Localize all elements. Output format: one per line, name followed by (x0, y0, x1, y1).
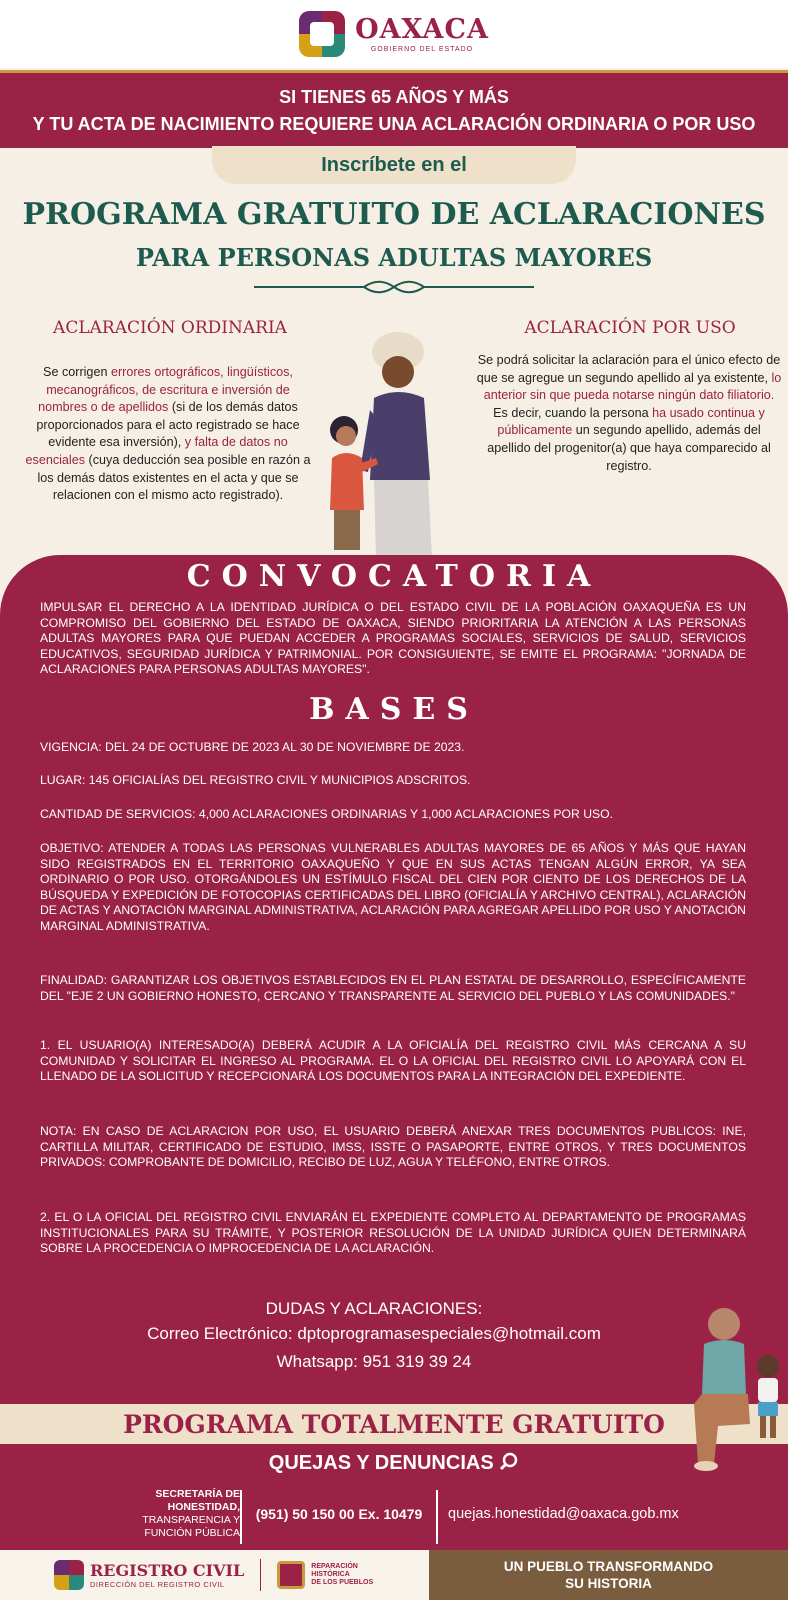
magnifier-icon (499, 1452, 519, 1472)
convocatoria-title: CONVOCATORIA (186, 559, 602, 594)
footer (0, 1550, 788, 1600)
quejas-phone[interactable]: (951) 50 150 00 Ex. 10479 (255, 1506, 423, 1522)
vigencia-text: VIGENCIA: DEL 24 DE OCTUBRE DE 2023 AL 30 DE NOVIEMBRE DE 2023. (40, 740, 465, 754)
brand-header (0, 0, 788, 68)
gratuito-banner: PROGRAMA TOTALMENTE GRATUITO (0, 1404, 788, 1444)
quejas-title: QUEJAS Y DENUNCIAS (0, 1452, 788, 1475)
grandmother-girl-illustration (312, 330, 474, 558)
brand-text (355, 13, 489, 53)
footer-left (0, 1550, 429, 1600)
convocatoria-intro: IMPULSAR EL DERECHO A LA IDENTIDAD JURÍDICA O DEL ESTADO CIVIL DE LA POBLACIÓN OAXAQUEÑA ES UN COMPROMISO DEL GOBIERNO DEL ESTADO DE OAXACA, SIENDO PRIORITARIA LA ATENCIÓN A LAS PERSONAS ADULTAS MAYORES PARA QUE PUEDAN ACCEDER A PROGRAMAS SOCIALES, SERVICIOS DE SALUD, SERVICIOS EDUCATIVOS, SEGURIDAD JURÍDICA Y PATRIMONIAL. POR CONSIGUIENTE, SE EMITE EL PROGRAMA: "JORNADA DE ACLARACIONES PARA PERSONAS ADULTAS MAYORES". (40, 600, 746, 677)
contact-email[interactable]: Correo Electrónico: dptoprogramasespeciales@hotmail.com (147, 1324, 601, 1343)
finalidad-text: FINALIDAD: GARANTIZAR LOS OBJETIVOS ESTABLECIDOS EN EL PLAN ESTATAL DE DESARROLLO, ESPECÍFICAMENTE DEL "EJE 2 UN GOBIERNO HONESTO, CERCANO Y TRANSPARENTE AL SERVICIO DEL PUEBLO Y LAS COMUNIDADES." (40, 973, 746, 1003)
convocatoria-section (0, 555, 788, 1405)
slogan: UN PUEBLO TRANSFORMANDO SU HISTORIA (429, 1550, 788, 1600)
ordinaria-heading: ACLARACIÓN ORDINARIA (53, 318, 287, 338)
nota-text: NOTA: EN CASO DE ACLARACION POR USO, EL USUARIO DEBERÁ ANEXAR TRES DOCUMENTOS PUBLICOS: INE, CARTILLA MILITAR, CERTIFICADO DE ESTUDIO, IMSS, ISSTE O PASAPORTE, ENTRE OTROS, Y TRES DOCUMENTOS PRIVADOS: COMPROBANTE DE DOMICILIO, RECIBO DE LUZ, AGUA Y TELÉFONO, ENTRE OTROS. (40, 1124, 746, 1170)
invite-pill: Inscríbete en el (212, 146, 576, 184)
bases-title: BASES (309, 692, 479, 727)
program-title: PROGRAMA GRATUITO DE ACLARACIONES (22, 197, 766, 232)
quejas-section (0, 1444, 788, 1550)
brand-name: OAXACA (355, 13, 489, 45)
headline-line-1: SI TIENES 65 AÑOS Y MÁS (279, 86, 509, 107)
contact-whatsapp[interactable]: Whatsapp: 951 319 39 24 (276, 1352, 472, 1371)
por-uso-heading: ACLARACIÓN POR USO (524, 318, 736, 338)
registro-civil-text: REGISTRO CIVIL DIRECCIÓN DEL REGISTRO CIVIL (90, 1561, 245, 1589)
divider (436, 1490, 438, 1544)
contact-heading: DUDAS Y ACLARACIONES: (265, 1299, 483, 1318)
paso1-text: 1. EL USUARIO(A) INTERESADO(A) DEBERÁ ACUDIR A LA OFICIALÍA DEL REGISTRO CIVIL MÁS CERCANA A SU COMUNIDAD Y SOLICITAR EL INGRESO AL PROGRAMA. EL O LA OFICIAL DEL REGISTRO CIVIL LO APOYARÁ CON EL LLENADO DE LA SOLICITUD Y RECEPCIONARÁ LOS DOCUMENTOS PARA LA INTEGRACIÓN DEL EXPEDIENTE. (40, 1038, 746, 1084)
lugar-text: LUGAR: 145 OFICIALÍAS DEL REGISTRO CIVIL Y MUNICIPIOS ADSCRITOS. (40, 773, 471, 787)
ordinaria-text: Se corrigen errores ortográficos, lingüísticos, mecanográficos, de escritura e inversión de nombres o de apellidos (si de los demás datos proporcionados para el acto registrado se hace evidente esa inversión), y falta de datos no esenciales (cuya deducción sea posible en razón a los demás datos existentes en el acta y que se relacionen con el mismo acto registrado). (25, 365, 311, 503)
headline-banner (0, 70, 788, 148)
ornament-divider-icon (254, 280, 534, 294)
headline-line-2: Y TU ACTA DE NACIMIENTO REQUIERE UNA ACLARACIÓN ORDINARIA O POR USO (32, 113, 756, 134)
cantidad-text: CANTIDAD DE SERVICIOS: 4,000 ACLARACIONES ORDINARIAS Y 1,000 ACLARACIONES POR USO. (40, 807, 614, 821)
divider (260, 1559, 261, 1591)
program-subtitle: PARA PERSONAS ADULTAS MAYORES (135, 243, 653, 272)
oaxaca-logo-icon (299, 11, 345, 57)
brand-subtitle: GOBIERNO DEL ESTADO (370, 45, 474, 53)
grandfather-child-illustration (678, 1304, 788, 1474)
secretaria-label: SECRETARÍA DE HONESTIDAD, TRANSPARENCIA Y FUNCIÓN PÚBLICA (142, 1488, 240, 1539)
quejas-email[interactable]: quejas.honestidad@oaxaca.gob.mx (448, 1506, 679, 1522)
registro-logo-icon (54, 1560, 84, 1590)
por-uso-text: Se podrá solicitar la aclaración para el único efecto de que se agregue un segundo apellido al ya existente, lo anterior sin que pueda notarse ningún dato filiatorio. Es decir, cuando la persona ha usado continua y públicamente un segundo apellido, además del apellido del progenitor(a) que haya comparecido al registro. (476, 353, 782, 473)
paso2-text: 2. EL O LA OFICIAL DEL REGISTRO CIVIL ENVIARÁN EL EXPEDIENTE COMPLETO AL DEPARTAMENTO DE PROGRAMAS INSTITUCIONALES PARA SU TRÁMITE, Y POSTERIOR RESOLUCIÓN DE LA UNIDAD JURÍDICA QUIEN DETERMINARÁ SOBRE LA PROCEDENCIA O IMPROCEDENCIA DE LA ACLARACIÓN. (40, 1210, 746, 1256)
objetivo-text: OBJETIVO: ATENDER A TODAS LAS PERSONAS VULNERABLES ADULTAS MAYORES DE 65 AÑOS Y MÁS QUE HAYAN SIDO REGISTRADOS EN EL TERRITORIO OAXAQUEÑO Y QUE EN SUS ACTAS TENGAN ALGÚN ERROR, YA SEA ORDINARIO O POR USO. OTORGÁNDOLES UN ESTÍMULO FISCAL DEL CIEN POR CIENTO DE LOS DERECHOS DE LA BÚSQUEDA Y EXPEDICIÓN DE FOTOCOPIAS CERTIFICADAS DEL LIBRO (OFICIALÍA Y ARCHIVO CENTRAL), ACLARACIÓN DE ACTAS Y ANOTACIÓN MARGINAL ADMINISTRATIVA, ACLARACIÓN PARA AGREGAR APELLIDO POR USO Y ANOTACIÓN MARGINAL ADMINISTRATIVA. (40, 841, 746, 933)
reparacion-text: REPARACIÓN HISTÓRICA DE LOS PUEBLOS (311, 1563, 374, 1586)
reparacion-logo-icon (277, 1561, 305, 1589)
